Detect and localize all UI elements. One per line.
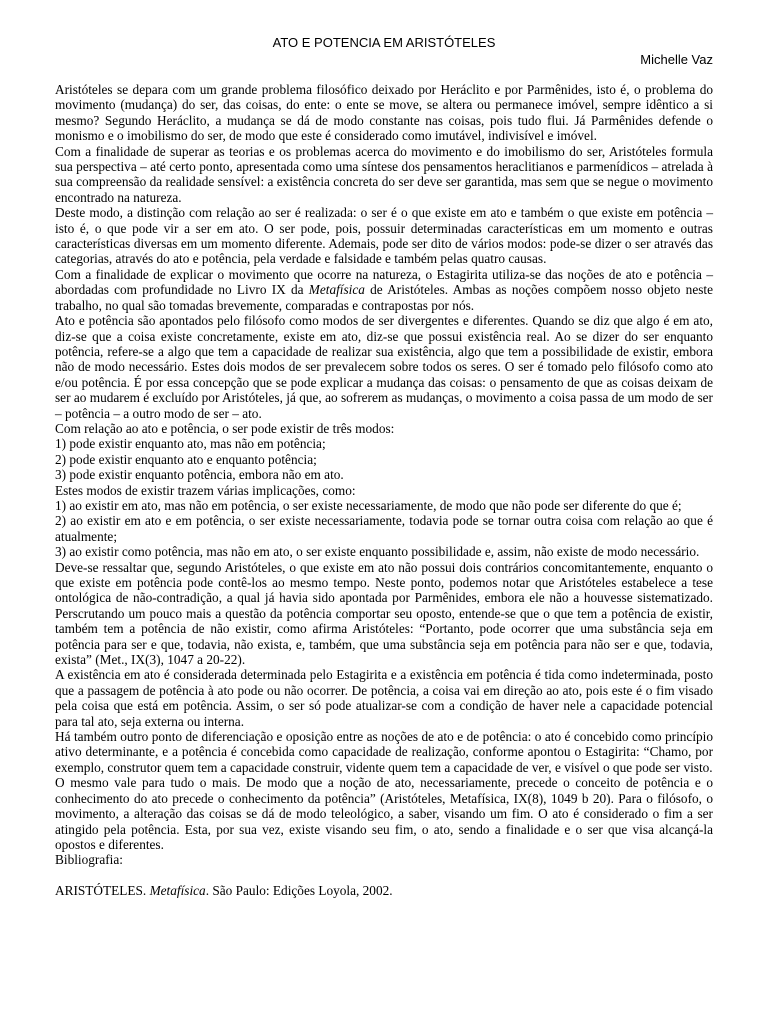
list-item: 1) pode existir enquanto ato, mas não em potência;: [55, 436, 326, 452]
paragraph: O mesmo vale para tudo o mais. De modo que a noção de ato, necessariamente, precede o conceito de potência e o conhecimento do ato precede o conhecimento da potência” (Aristóteles, Metafísica, IX(8), 1049 b 20). Para o filósofo, o movimento, a alteração das coisas se dá de modo teleológico, a saber, visando um fim. O ato é considerado o fim a ser atingido pela potência. Esta, por sua vez, existe visando seu fim, o ato, sendo a finalidade e o ser que visa alcançá-la opostos e diferentes.: [55, 775, 713, 852]
list-item: 1) ao existir em ato, mas não em potência, o ser existe necessariamente, de modo que não pode ser diferente do que é;: [55, 497, 682, 513]
metafisica-italic: Metafísica: [308, 282, 365, 298]
bibliography-title: Metafísica: [149, 883, 206, 899]
document-title: ATO E POTENCIA EM ARISTÓTELES: [272, 35, 496, 50]
document-page: [55, 0, 713, 899]
document-body: [55, 82, 713, 899]
list-item: 2) ao existir em ato e em potência, o ser existe necessariamente, todavia pode se tornar outra coisa com relação ao que é atualmente;: [55, 513, 713, 544]
bibliography-heading: Bibliografia:: [55, 852, 123, 868]
bibliography-entry: [55, 883, 713, 898]
bibliography-author: ARISTÓTELES.: [55, 883, 150, 899]
list-item: 3) ao existir como potência, mas não em ato, o ser existe enquanto possibilidade e, assim, não existe de modo necessário.: [55, 544, 700, 560]
paragraph: Deste modo, a distinção com relação ao ser é realizada: o ser é o que existe em ato e também o que existe em potência – isto é, o que pode vir a ser em ato. O ser pode, pois, possuir determinadas características em um momento e outras características diversas em um momento diferente. Ademais, pode ser dito de vários modos: pode-se dizer o ser através das categorias, através do ato e potência, pela verdade e falsidade e também pelas quatro causas.: [55, 205, 713, 267]
paragraph: Estes modos de existir trazem várias implicações, como:: [55, 482, 356, 498]
list-item: 3) pode existir enquanto potência, embora não em ato.: [55, 467, 344, 483]
paragraph-text: Com a finalidade de explicar o movimento que ocorre na natureza, o Estagirita utiliza-se das noções de ato e potência – abordadas com profundidade no Livro IX da: [55, 266, 713, 298]
document-author: Michelle Vaz: [640, 52, 713, 67]
paragraph: Há também outro ponto de diferenciação e oposição entre as noções de ato e de potência: o ato é concebido como princípio ativo determinante, e a potência é concebida como capacidade de realização, conforme apontou o Estagirita: “Chamo, por exemplo, construtor quem tem a capacidade construir, vidente quem tem a capacidade de ver, e visível o que pode ser visto.: [55, 729, 713, 775]
paragraph: Deve-se ressaltar que, segundo Aristóteles, o que existe em ato não possui dois contrários concomitantemente, enquanto o que existe em potência pode contê-los ao mesmo tempo. Neste ponto, podemos notar que Aristóteles estabelece a tese ontológica de não-contradição, a qual já havia sido apontada por Parmênides, embora ele não a houvesse sistematizado. Perscrutando um pouco mais a questão da potência comportar seu oposto, entende-se que o que tem a potência de existir, também tem a potência de não existir, como afirma Aristóteles: “Portanto, pode ocorrer que uma substância seja em potência para ser e que, todavia, não exista, e, também, que uma substância seja em potência para não ser e que, todavia, exista” (Met., IX(3), 1047 a 20-22).: [55, 559, 713, 668]
paragraph: Ato e potência são apontados pelo filósofo como modos de ser divergentes e diferentes. Quando se diz que algo é em ato, diz-se que a coisa existe concretamente, existe em ato, diz-se que possui existência real. Ao se dizer do ser enquanto potência, refere-se a algo que tem a capacidade de realizar sua existência, algo que tem a possibilidade de existir, embora não de modo necessário. Estes dois modos de ser prevalecem sobre todos os seres. O ser é tomado pelo filósofo como ato e/ou potência. É por essa concepção que se pode explicar a mudança das coisas: o pensamento de que as coisas deixam de ser ao mudarem é excluído por Aristóteles, já que, ao sofrerem as mudanças, o movimento a coisa passa de um modo de ser – potência – a outro modo de ser – ato.: [55, 313, 713, 421]
paragraph: Com a finalidade de superar as teorias e os problemas acerca do movimento e do imobilismo do ser, Aristóteles formula sua perspectiva – até certo ponto, apresentada como uma síntese dos pensamentos heraclitianos e parmenídicos – atrelada à sua compreensão da realidade sensível: a existência concreta do ser deve ser garantida, mas sem que se negue o movimento encontrado na natureza.: [55, 143, 713, 205]
paragraph: Aristóteles se depara com um grande problema filosófico deixado por Heráclito e por Parmênides, isto é, o problema do movimento (mudança) do ser, das coisas, do ente: o ente se move, se altera ou permanece imóvel, sempre idêntico a si mesmo? Segundo Heráclito, a mudança se dá de modo constante nas coisas, pois tudo flui. Já Parmênides defende o monismo e o imobilismo do ser, de modo que este é considerado como imutável, indivisível e imóvel.: [55, 82, 713, 144]
paragraph: Com relação ao ato e potência, o ser pode existir de três modos:: [55, 420, 395, 436]
spacer: [55, 868, 713, 883]
paragraph: [55, 267, 713, 313]
paragraph: A existência em ato é considerada determinada pelo Estagirita e a existência em potência é tida como indeterminada, posto que a passagem de potência à ato pode ou não ocorrer. De potência, a coisa vai em direção ao ato, pois este é o fim visado pela coisa que está em potência. Assim, o ser só pode atualizar-se com a condição de haver nele a capacidade potencial para tal ato, seja externa ou interna.: [55, 667, 713, 729]
paragraph-text: de Aristóteles. Ambas as noções compõem nosso objeto neste trabalho, no qual são tomadas brevemente, comparadas e contrapostas por nós.: [55, 282, 713, 313]
list-item: 2) pode existir enquanto ato e enquanto potência;: [55, 451, 317, 467]
bibliography-rest: . São Paulo: Edições Loyola, 2002.: [205, 883, 393, 899]
